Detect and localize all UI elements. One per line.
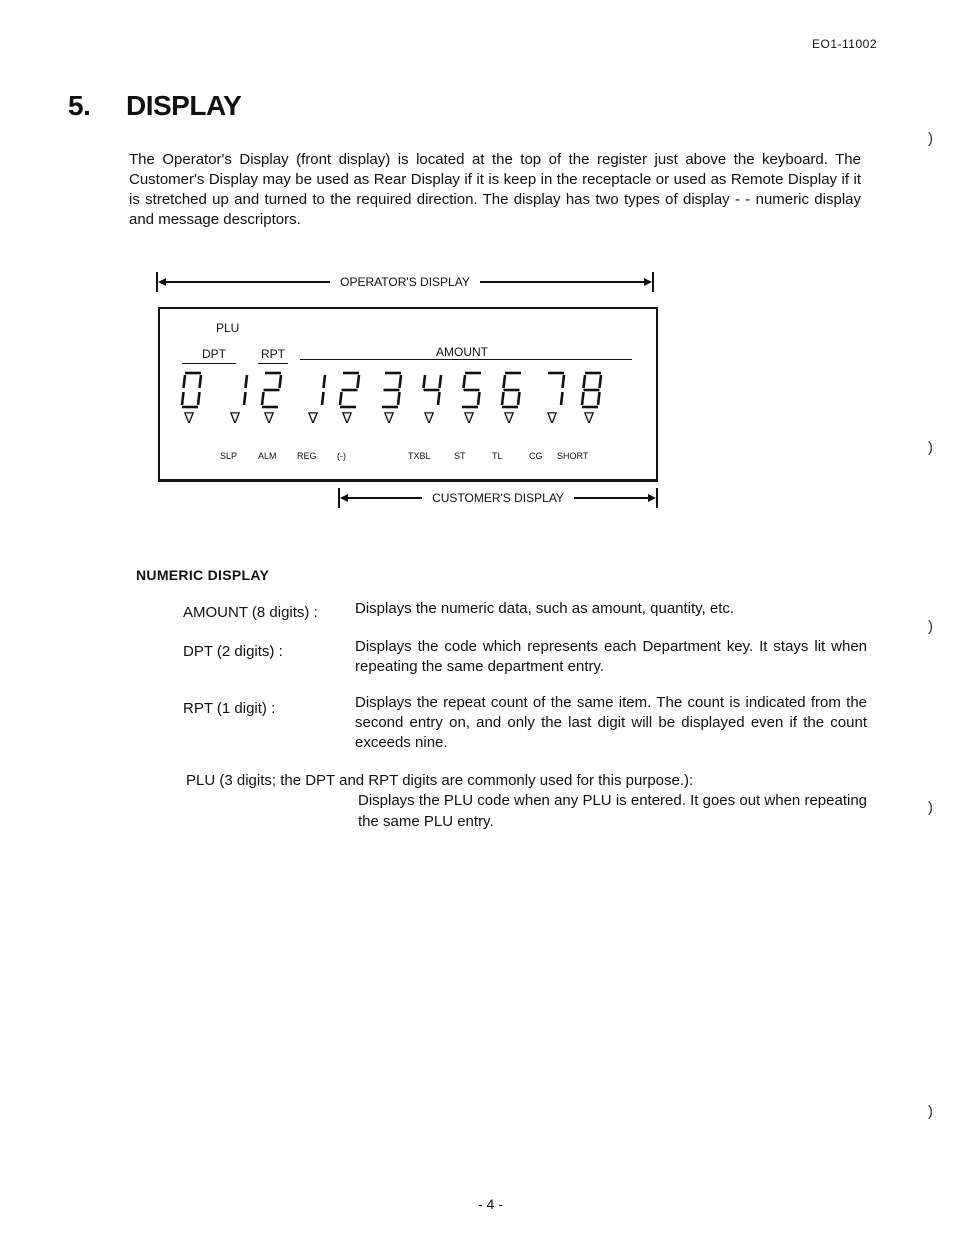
segment-c (198, 392, 200, 405)
segment-e (262, 392, 264, 405)
descriptor-st: ST (454, 451, 466, 461)
rpt-underline (258, 363, 288, 364)
segment-e (582, 392, 584, 405)
segment-b (200, 375, 202, 388)
digit-5 (462, 373, 481, 407)
indicator-triangle: ∇ (184, 410, 195, 427)
segment-e (502, 392, 504, 405)
customer-display-label: CUSTOMER'S DISPLAY (432, 491, 564, 505)
descriptor-tl: TL (492, 451, 503, 461)
segment-b (246, 375, 248, 388)
term-rpt: RPT (1 digit) : (183, 700, 276, 717)
segment-f (584, 375, 586, 388)
segment-f (464, 375, 466, 388)
section-number: 5. (68, 90, 91, 121)
descriptor-alm: ALM (258, 451, 277, 461)
margin-mark: ) (928, 1103, 933, 1120)
term-plu: PLU (3 digits; the DPT and RPT digits are commonly used for this purpose.): (186, 772, 694, 789)
descriptor-cg: CG (529, 451, 543, 461)
segment-b (280, 375, 282, 388)
indicator-triangle: ∇ (308, 410, 319, 427)
intro-paragraph: The Operator's Display (front display) is located at the top of the register just above the keyboard. The Customer's Display may be used as Rear Display if it is keep in the receptacle or used as Remote Display if it is stretched up and turned to the required direction. The display has two types of display - - numeric display and message descriptors. (129, 151, 861, 228)
segment-f (504, 375, 506, 388)
segment-e (340, 392, 342, 405)
section-title-text: DISPLAY (126, 90, 242, 121)
segment-b (563, 375, 565, 388)
descriptor-minus: (-) (337, 451, 346, 461)
amount-underline (300, 359, 632, 360)
segment-f (184, 375, 186, 388)
term-amount: AMOUNT (8 digits) : (183, 604, 318, 621)
digit-8 (582, 373, 601, 407)
indicator-triangle: ∇ (584, 410, 595, 427)
segment-c (478, 392, 480, 405)
desc-plu: Displays the PLU code when any PLU is entered. It goes out when repeating the same PLU entry. (358, 792, 867, 830)
segment-b (358, 375, 360, 388)
margin-mark: ) (928, 130, 933, 147)
digit-6 (502, 373, 521, 407)
segment-c (322, 392, 324, 405)
section-title (68, 90, 241, 122)
segment-b (400, 375, 402, 388)
digit-3 (382, 373, 401, 407)
plu-label: PLU (216, 321, 240, 335)
indicator-triangle: ∇ (464, 410, 475, 427)
term-dpt: DPT (2 digits) : (183, 643, 283, 660)
page-number: - 4 - (478, 1196, 503, 1212)
segment-c (561, 392, 563, 405)
segment-f (424, 375, 426, 388)
segment-c (244, 392, 246, 405)
amount-label: AMOUNT (436, 345, 488, 359)
margin-mark: ) (928, 439, 933, 456)
dpt-label: DPT (202, 347, 226, 361)
desc-amount: Displays the numeric data, such as amount, quantity, etc. (355, 600, 735, 617)
segment-c (438, 392, 440, 405)
digit-1 (244, 375, 247, 405)
segment-b (440, 375, 442, 388)
digit-1 (322, 375, 325, 405)
segment-b (324, 375, 326, 388)
operator-display-span (156, 272, 654, 292)
desc-rpt: Displays the repeat count of the same item. The count is indicated from the second entry on, and only the last digit will be displayed even if the count exceeds nine. (355, 694, 867, 751)
indicator-triangle: ∇ (384, 410, 395, 427)
margin-mark: ) (928, 799, 933, 816)
desc-dpt: Displays the code which represents each Department key. It stays lit when repeating the same department entry. (355, 638, 867, 675)
indicator-triangle: ∇ (230, 410, 241, 427)
dpt-underline (182, 363, 236, 364)
customer-display-span (338, 488, 658, 508)
digit-0 (182, 373, 201, 407)
indicator-triangle: ∇ (264, 410, 275, 427)
descriptor-txbl: TXBL (408, 451, 431, 461)
indicator-triangle: ∇ (547, 410, 558, 427)
display-panel (158, 307, 658, 482)
descriptor-short: SHORT (557, 451, 589, 461)
digit-4 (424, 375, 442, 405)
segment-b (600, 375, 602, 388)
document-number: EO1-11002 (812, 37, 877, 51)
margin-mark: ) (928, 618, 933, 635)
digit-2 (340, 373, 359, 407)
indicator-triangle: ∇ (342, 410, 353, 427)
seven-segment-digits (160, 367, 656, 415)
segment-c (398, 392, 400, 405)
descriptor-reg: REG (297, 451, 317, 461)
indicator-triangle: ∇ (424, 410, 435, 427)
digit-7 (548, 373, 564, 405)
numeric-display-heading: NUMERIC DISPLAY (136, 567, 270, 583)
segment-e (182, 392, 184, 405)
rpt-label: RPT (261, 347, 285, 361)
segment-c (518, 392, 520, 405)
segment-c (598, 392, 600, 405)
descriptor-slp: SLP (220, 451, 238, 461)
indicator-triangle: ∇ (504, 410, 515, 427)
operator-display-label: OPERATOR'S DISPLAY (340, 275, 470, 289)
digit-2 (262, 373, 281, 407)
